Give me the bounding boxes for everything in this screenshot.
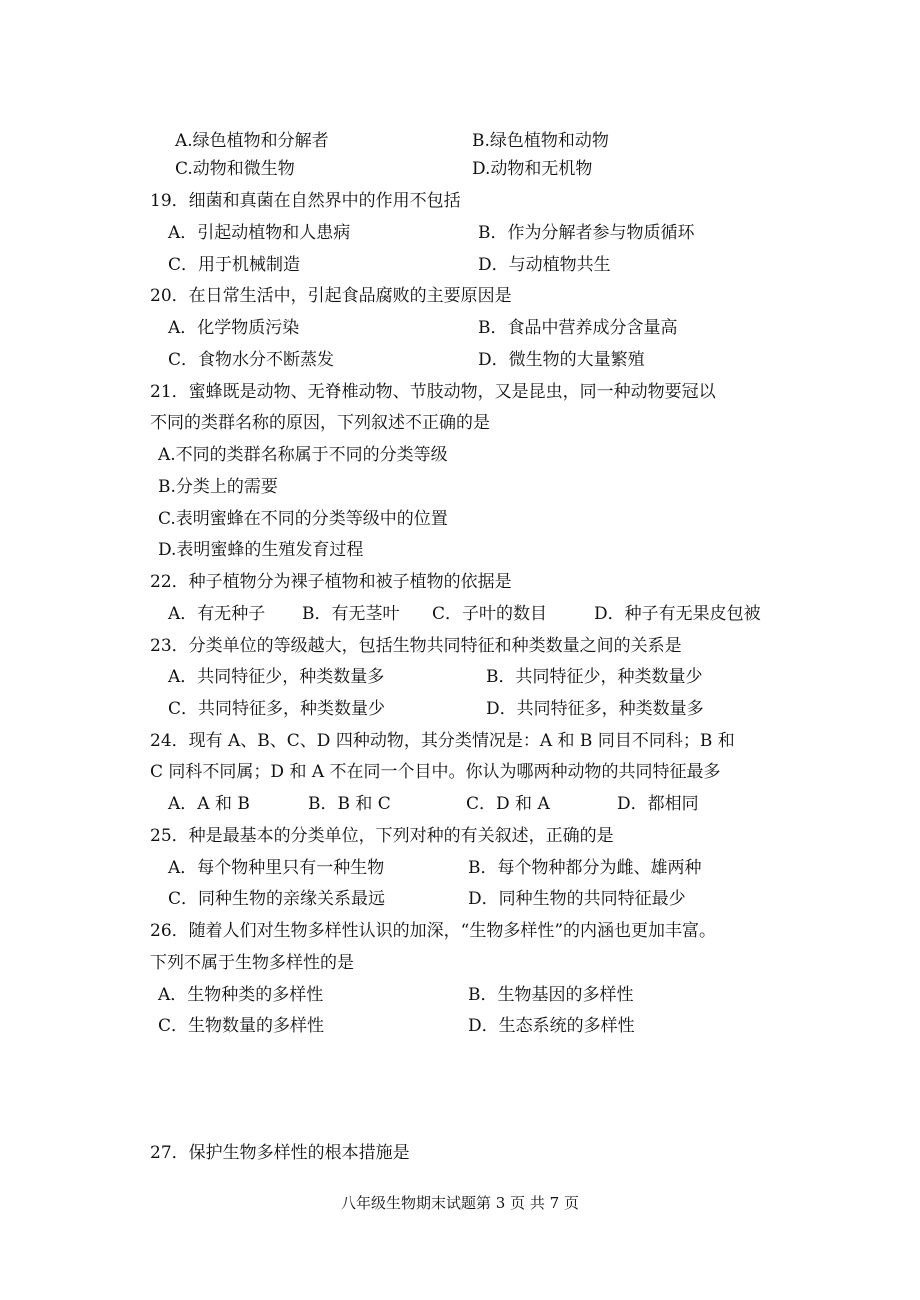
q24-option-c: C．D 和 A bbox=[466, 794, 550, 814]
q18-option-b: B.绿色植物和动物 bbox=[472, 131, 609, 151]
q18-option-a: A.绿色植物和分解者 bbox=[175, 131, 329, 151]
q21-stem-line2: 不同的类群名称的原因，下列叙述不正确的是 bbox=[150, 413, 490, 433]
q19-stem: 19．细菌和真菌在自然界中的作用不包括 bbox=[150, 191, 461, 211]
q26-option-b: B．生物基因的多样性 bbox=[468, 985, 634, 1005]
q20-option-b: B．食品中营养成分含量高 bbox=[478, 318, 678, 338]
q26-stem-line1: 26．随着人们对生物多样性认识的加深，“生物多样性”的内涵也更加丰富。 bbox=[150, 921, 717, 941]
q20-option-d: D．微生物的大量繁殖 bbox=[478, 350, 645, 370]
q24-option-b: B．B 和 C bbox=[308, 794, 391, 814]
q24-stem-line1: 24．现有 A、B、C、D 四种动物，其分类情况是：A 和 B 同目不同科；B 和 bbox=[150, 731, 735, 751]
q24-stem-line2: C 同科不同属；D 和 A 不在同一个目中。你认为哪两种动物的共同特征最多 bbox=[150, 762, 721, 782]
q22-option-c: C．子叶的数目 bbox=[432, 604, 548, 624]
page-footer: 八年级生物期末试题第 3 页 共 7 页 bbox=[341, 1194, 579, 1212]
q27-stem: 27．保护生物多样性的根本措施是 bbox=[150, 1143, 410, 1163]
q26-option-c: C．生物数量的多样性 bbox=[158, 1016, 325, 1036]
q25-option-b: B．每个物种都分为雌、雄两种 bbox=[468, 858, 702, 878]
q19-option-b: B．作为分解者参与物质循环 bbox=[478, 223, 695, 243]
q20-option-c: C．食物水分不断蒸发 bbox=[168, 350, 335, 370]
q24-option-d: D．都相同 bbox=[617, 794, 699, 814]
q23-option-c: C．共同特征多，种类数量少 bbox=[168, 699, 386, 719]
q22-option-b: B．有无茎叶 bbox=[302, 604, 400, 624]
q26-option-a: A．生物种类的多样性 bbox=[158, 985, 324, 1005]
q21-option-b: B.分类上的需要 bbox=[158, 477, 278, 497]
q20-option-a: A．化学物质污染 bbox=[168, 318, 300, 338]
q25-option-a: A．每个物种里只有一种生物 bbox=[168, 858, 385, 878]
q21-option-a: A.不同的类群名称属于不同的分类等级 bbox=[158, 445, 448, 465]
q19-option-a: A．引起动植物和人患病 bbox=[168, 223, 351, 243]
q18-option-c: C.动物和微生物 bbox=[175, 159, 295, 179]
q22-option-d: D．种子有无果皮包被 bbox=[594, 604, 761, 624]
q23-option-a: A．共同特征少，种类数量多 bbox=[168, 667, 385, 687]
q20-stem: 20．在日常生活中，引起食品腐败的主要原因是 bbox=[150, 286, 512, 306]
q25-option-c: C．同种生物的亲缘关系最远 bbox=[168, 889, 386, 909]
q23-stem: 23．分类单位的等级越大，包括生物共同特征和种类数量之间的关系是 bbox=[150, 636, 682, 656]
q24-option-a: A．A 和 B bbox=[168, 794, 250, 814]
q23-option-d: D．共同特征多，种类数量多 bbox=[486, 699, 704, 719]
q26-option-d: D．生态系统的多样性 bbox=[468, 1016, 635, 1036]
q21-option-d: D.表明蜜蜂的生殖发育过程 bbox=[158, 540, 364, 560]
q18-option-d: D.动物和无机物 bbox=[472, 159, 593, 179]
q22-stem: 22．种子植物分为裸子植物和被子植物的依据是 bbox=[150, 572, 512, 592]
q26-stem-line2: 下列不属于生物多样性的是 bbox=[150, 953, 354, 973]
q21-stem-line1: 21．蜜蜂既是动物、无脊椎动物、节肢动物，又是昆虫，同一种动物要冠以 bbox=[150, 382, 716, 402]
q23-option-b: B．共同特征少，种类数量少 bbox=[486, 667, 703, 687]
q25-stem: 25．种是最基本的分类单位，下列对种的有关叙述，正确的是 bbox=[150, 826, 614, 846]
q21-option-c: C.表明蜜蜂在不同的分类等级中的位置 bbox=[158, 509, 448, 529]
q22-option-a: A．有无种子 bbox=[168, 604, 266, 624]
q25-option-d: D．同种生物的共同特征最少 bbox=[468, 889, 686, 909]
q19-option-d: D．与动植物共生 bbox=[478, 255, 611, 275]
q19-option-c: C．用于机械制造 bbox=[168, 255, 301, 275]
